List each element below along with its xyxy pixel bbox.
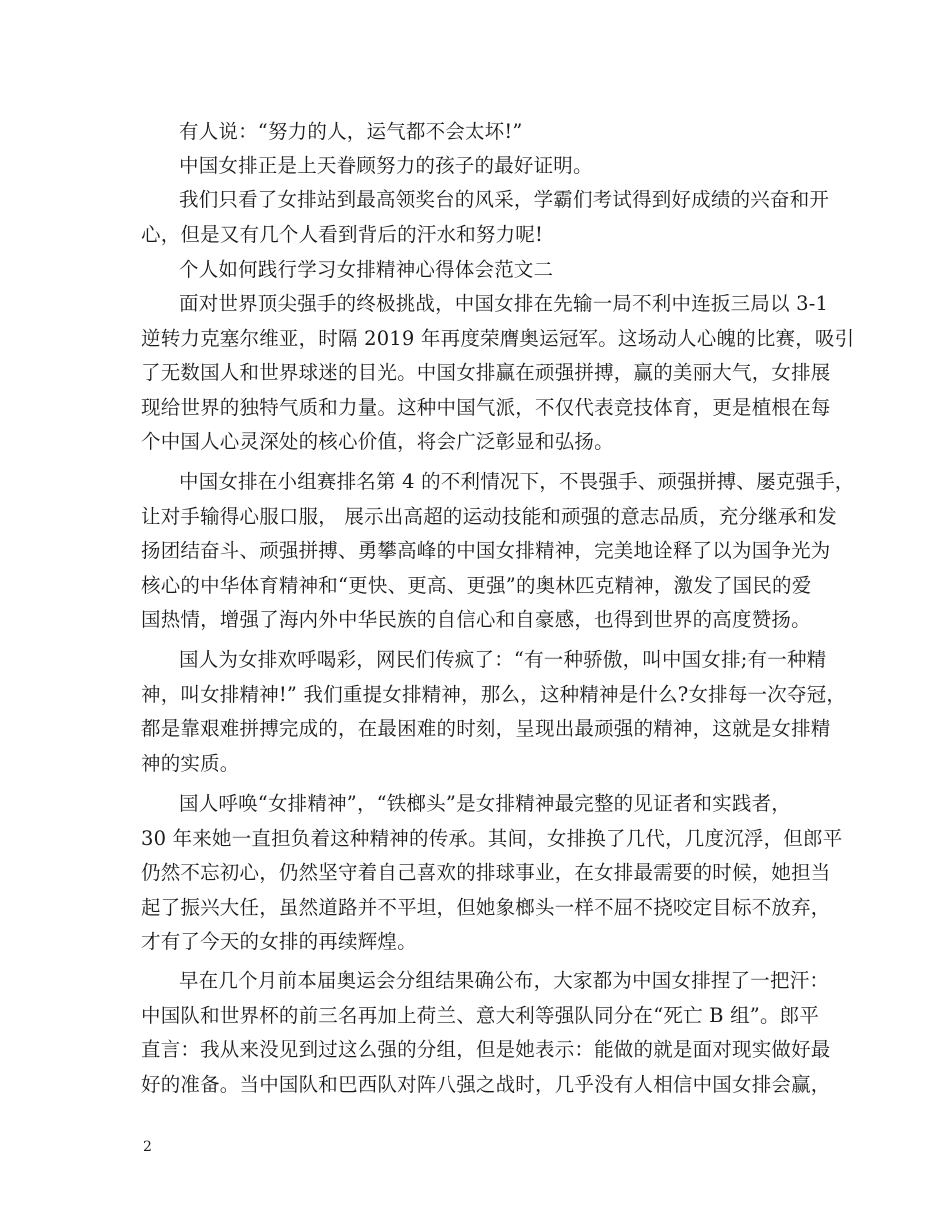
text-line: 都是靠艰难拼搏完成的，在最困难的时刻，呈现出最顽强的精神，这就是女排精 [141,717,831,740]
text-line: 直言：我从来没见到过这么强的分组，但是她表示：能做的就是面对现实做好最 [141,1038,831,1061]
text-line: 国人为女排欢呼喝彩，网民们传疯了：“有一种骄傲，叫中国女排;有一种精 [179,648,827,671]
text-line: 核心的中华体育精神和“更快、更高、更强”的奥林匹克精神，激发了国民的爱 [141,574,812,597]
text-line: 我们只看了女排站到最高领奖台的风采，学霸们考试得到好成绩的兴奋和开 [179,188,830,211]
text-line: 逆转力克塞尔维亚，时隔 2019 年再度荣膺奥运冠军。这场动人心魄的比赛，吸引 [141,327,855,350]
text-line: 现给世界的独特气质和力量。这种中国气派，不仅代表竞技体育，更是植根在每 [141,396,831,419]
text-line: 起了振兴大任，虽然道路并不平坦，但她象榔头一样不屈不挠咬定目标不放弃， [141,896,831,919]
text-line: 早在几个月前本届奥运会分组结果确公布，大家都为中国女排捏了一把汗： [179,969,830,992]
text-line: 神，叫女排精神!” 我们重提女排精神，那么，这种精神是什么?女排每一次夺冠， [141,683,847,706]
page-number: 2 [143,1139,152,1155]
text-line: 了无数国人和世界球迷的目光。中国女排赢在顽强拼搏，赢的美丽大气，女排展 [141,361,831,384]
text-line: 才有了今天的女排的再续辉煌。 [141,930,417,953]
text-line: 扬团结奋斗、顽强拼搏、勇攀高峰的中国女排精神，完美地诠释了以为国争光为 [141,539,831,562]
text-line: 个中国人心灵深处的核心价值，将会广泛彰显和弘扬。 [141,430,614,453]
text-line: 让对手输得心服口服， 展示出高超的运动技能和顽强的意志品质，充分继承和发 [141,505,837,528]
text-line: 国人呼唤“女排精神”，“铁榔头”是女排精神最完整的见证者和实践者， [179,792,791,815]
text-line: 神的实质。 [141,752,240,775]
text-line: 面对世界顶尖强手的终极挑战，中国女排在先输一局不利中连扳三局以 3-1 [179,292,829,315]
text-line: 国热情，增强了海内外中华民族的自信心和自豪感，也得到世界的高度赞扬。 [141,608,811,631]
text-line: 30 年来她一直担负着这种精神的传承。其间，女排换了几代，几度沉浮，但郎平 [141,827,843,850]
text-line: 中国女排在小组赛排名第 4 的不利情况下，不畏强手、顽强拼搏、屡克强手， [179,470,855,493]
section-heading: 个人如何践行学习女排精神心得体会范文二 [179,258,554,281]
text-line: 有人说：“努力的人，运气都不会太坏!” [179,120,523,143]
text-line: 仍然不忘初心，仍然坚守着自己喜欢的排球事业，在女排最需要的时候，她担当 [141,861,831,884]
text-line: 中国队和世界杯的前三名再加上荷兰、意大利等强队同分在“死亡 B 组”。郎平 [141,1004,820,1027]
text-line: 心，但是又有几个人看到背后的汗水和努力呢! [141,223,544,246]
text-line: 好的准备。当中国队和巴西队对阵八强之战时，几乎没有人相信中国女排会赢， [141,1073,831,1096]
text-line: 中国女排正是上天眷顾努力的孩子的最好证明。 [179,154,593,177]
